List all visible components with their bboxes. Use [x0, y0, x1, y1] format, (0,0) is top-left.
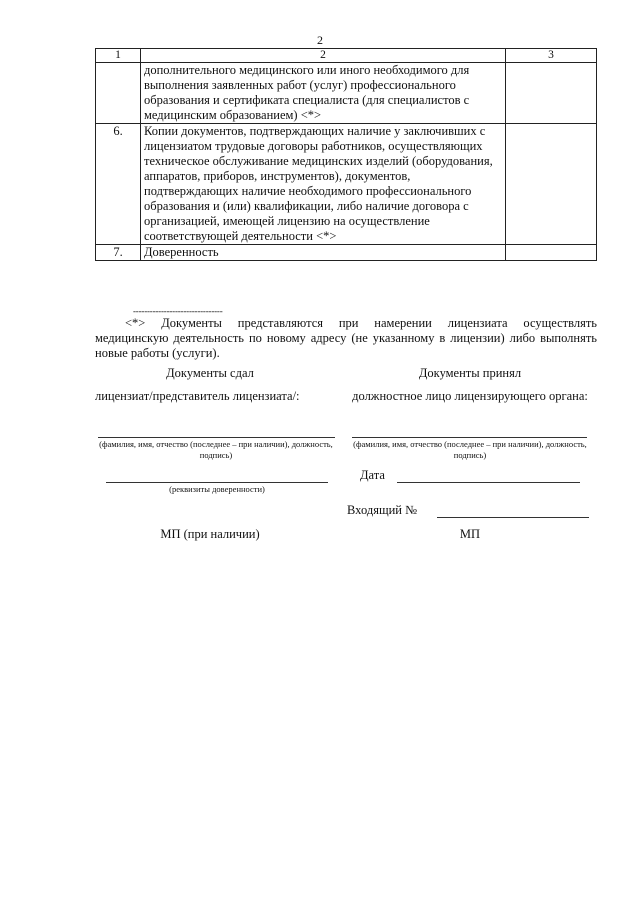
submitter-signature-caption: (фамилия, имя, отчество (последнее – при наличии), должность, подпись): [99, 439, 333, 460]
documents-table: [95, 48, 597, 261]
receiver-stamp-label: МП: [459, 527, 481, 541]
row-number-cell: [96, 63, 141, 124]
proxy-details-caption: (реквизиты доверенности): [169, 484, 265, 494]
date-line: [397, 482, 580, 483]
row-text-cell: Копии документов, подтверждающих наличие у заключивших с лицензиатом трудовые договоры работников, осуществляющих техническое обслуживание медицинских изделий (оборудования, аппаратов, приборов, инструментов), документов, подтверждающих наличие необходимого профессионального образования и (или) квалификации, либо наличие договора с организацией, имеющей лицензию на осуществление соответствующей деятельности <*>: [141, 124, 506, 245]
header-col-3: 3: [506, 49, 597, 63]
proxy-details-line: [106, 482, 328, 483]
row-note-cell: [506, 124, 597, 245]
table-row: [96, 124, 597, 245]
receiver-signature-line: [352, 437, 587, 438]
submitter-role: лицензиат/представитель лицензиата/:: [95, 389, 300, 403]
table-header-row: [96, 49, 597, 63]
header-col-2: 2: [141, 49, 506, 63]
submitter-stamp-label: МП (при наличии): [160, 527, 260, 541]
header-col-1: 1: [96, 49, 141, 63]
table-row: [96, 63, 597, 124]
row-text-cell: дополнительного медицинского или иного необходимого для выполнения заявленных работ (услуг) профессионального образования и сертификата специалиста (для специалистов с медицинским образованием) <*>: [141, 63, 506, 124]
date-label: Дата: [360, 468, 385, 482]
accepted-heading: Документы принял: [418, 366, 522, 380]
footnote-text: <*> Документы представляются при намерении лицензиата осуществлять медицинскую деятельность по новому адресу (не указанному в лицензии) либо выполнять новые работы (услуги).: [95, 316, 597, 360]
submitter-signature-line: [98, 437, 335, 438]
incoming-number-label: Входящий №: [347, 503, 418, 517]
footnote-rule: --------------------------------: [133, 306, 223, 316]
incoming-number-line: [437, 517, 589, 518]
table-row: [96, 245, 597, 261]
row-note-cell: [506, 245, 597, 261]
receiver-role: должностное лицо лицензирующего органа:: [352, 389, 588, 403]
page-number: 2: [317, 33, 323, 47]
submitted-heading: Документы сдал: [166, 366, 254, 380]
row-note-cell: [506, 63, 597, 124]
row-number-cell: 6.: [96, 124, 141, 245]
row-text-cell: Доверенность: [141, 245, 506, 261]
receiver-signature-caption: (фамилия, имя, отчество (последнее – при наличии), должность, подпись): [353, 439, 587, 460]
row-number-cell: 7.: [96, 245, 141, 261]
